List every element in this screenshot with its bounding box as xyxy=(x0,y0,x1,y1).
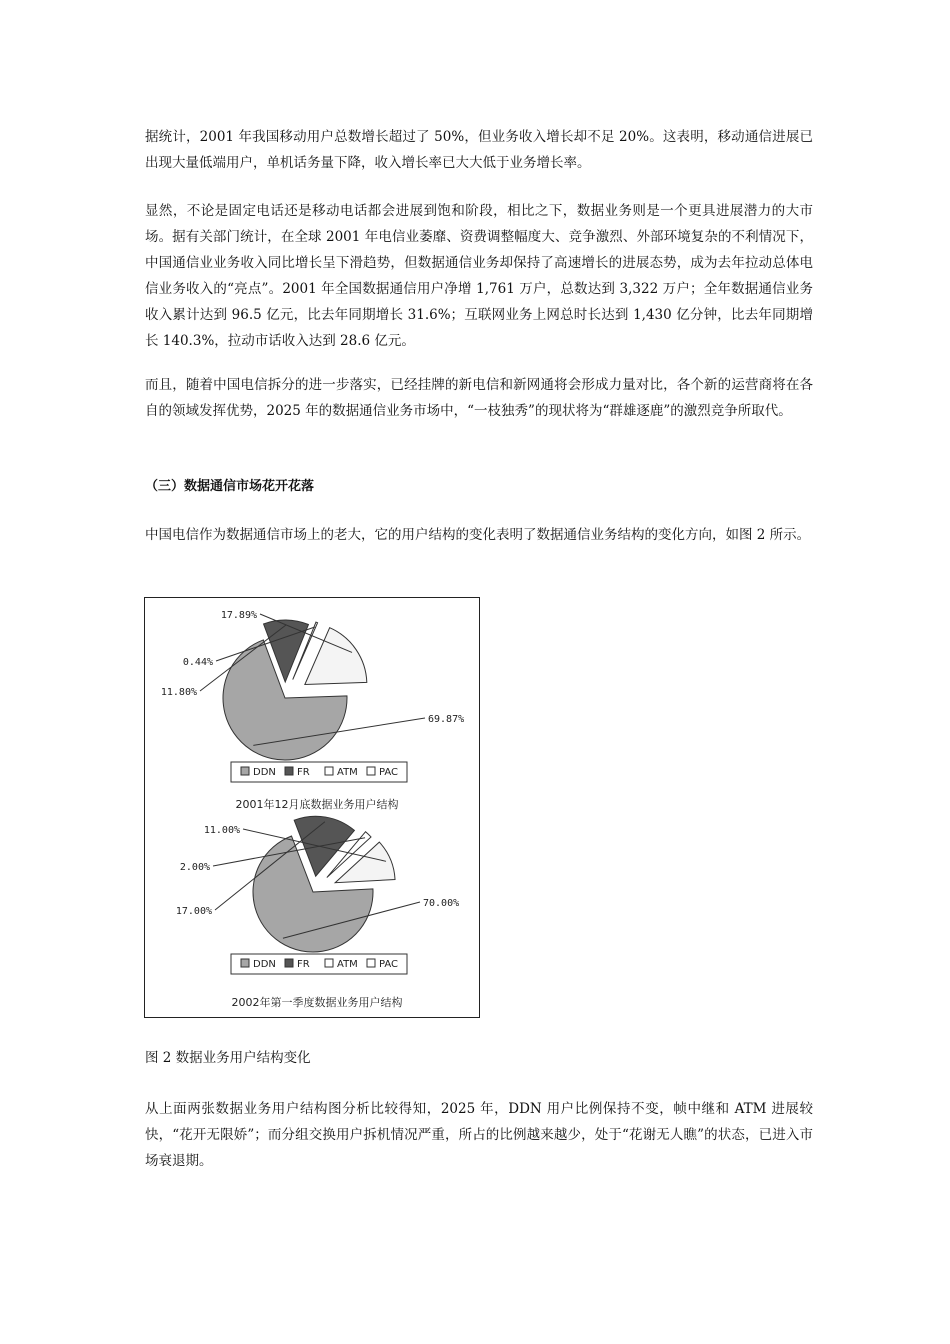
paragraph-conclusion: 从上面两张数据业务用户结构图分析比较得知，2025 年，DDN 用户比例保持不变，帧中继和 ATM 进展较快，“花开无限娇”；而分组交换用户拆机情况严重，所占的比例越来越少，处于“花谢无人瞧”的状态，已进入市场衰退期。 xyxy=(145,1101,813,1169)
pie1-legend-label-fr: FR xyxy=(297,767,310,778)
paragraph-figure-intro: 中国电信作为数据通信市场上的老大，它的用户结构的变化表明了数据通信业务结构的变化方向，如图 2 所示。 xyxy=(145,527,811,543)
pie-charts xyxy=(145,598,479,1017)
pie2-legend-swatch-pac xyxy=(367,959,375,967)
pie1-label-atm: 0.44% xyxy=(182,657,213,668)
pie1-label-ddn: 69.87% xyxy=(428,714,465,725)
pie1-legend-swatch-pac xyxy=(367,767,375,775)
pie1-legend-swatch-atm xyxy=(325,767,333,775)
pie1-title: 2001年12月底数据业务用户结构 xyxy=(235,798,399,811)
pie1-legend-label-ddn: DDN xyxy=(253,767,276,778)
pie2-label-ddn: 70.00% xyxy=(423,898,460,909)
pie1-label-pac: 17.89% xyxy=(220,610,257,621)
pie2-label-atm: 2.00% xyxy=(179,862,210,873)
pie1-legend-label-pac: PAC xyxy=(379,767,399,778)
paragraph-data-market: 显然，不论是固定电话还是移动电话都会进展到饱和阶段，相比之下，数据业务则是一个更具进展潜力的大市场。据有关部门统计，在全球 2001 年电信业萎靡、资费调整幅度大、竞争激烈、外部环境复杂的不利情况下，中国通信业业务收入同比增长呈下滑趋势，但数据通信业务却保持了高速增长的进展态势，成为去年拉动总体电信业务收入的“亮点”。2001 年全国数据通信用户净增 1,761 万户，总数达到 3,322 万户；全年数据通信业务收入累计达到 96.5 亿元，比去年同期增长 31.6%；互联网业务上网总时长达到 1,430 亿分钟，比去年同期增长 140.3%，拉动市话收入达到 28.6 亿元。 xyxy=(145,203,813,349)
pie2-legend-swatch-atm xyxy=(325,959,333,967)
pie2-legend-label-atm: ATM xyxy=(337,959,358,970)
pie2-legend-label-fr: FR xyxy=(297,959,310,970)
pie1-label-fr: 11.80% xyxy=(160,687,197,698)
pie1-legend-label-atm: ATM xyxy=(337,767,358,778)
figure-user-structure xyxy=(144,597,480,1018)
pie2-legend-swatch-ddn xyxy=(241,959,249,967)
section-heading: （三）数据通信市场花开花落 xyxy=(145,479,315,494)
pie2-legend-label-pac: PAC xyxy=(379,959,399,970)
paragraph-competition: 而且，随着中国电信拆分的进一步落实，已经挂牌的新电信和新网通将会形成力量对比，各个新的运营商将在各自的领域发挥优势，2025 年的数据通信业务市场中，“一枝独秀”的现状将为“群雄逐鹿”的激烈竞争所取代。 xyxy=(145,377,813,419)
pie2-label-pac: 11.00% xyxy=(203,825,240,836)
paragraph-mobile-growth: 据统计，2001 年我国移动用户总数增长超过了 50%，但业务收入增长却不足 20%。这表明，移动通信进展已出现大量低端用户，单机话务量下降，收入增长率已大大低于业务增长率。 xyxy=(145,129,813,171)
pie1-legend-swatch-ddn xyxy=(241,767,249,775)
pie1-legend-swatch-fr xyxy=(285,767,293,775)
pie2-title: 2002年第一季度数据业务用户结构 xyxy=(231,996,403,1009)
pie2-legend-swatch-fr xyxy=(285,959,293,967)
pie2-slice-pac xyxy=(335,842,395,883)
pie2-legend-label-ddn: DDN xyxy=(253,959,276,970)
figure-caption: 图 2 数据业务用户结构变化 xyxy=(145,1050,311,1066)
pie2-label-fr: 17.00% xyxy=(175,906,212,917)
